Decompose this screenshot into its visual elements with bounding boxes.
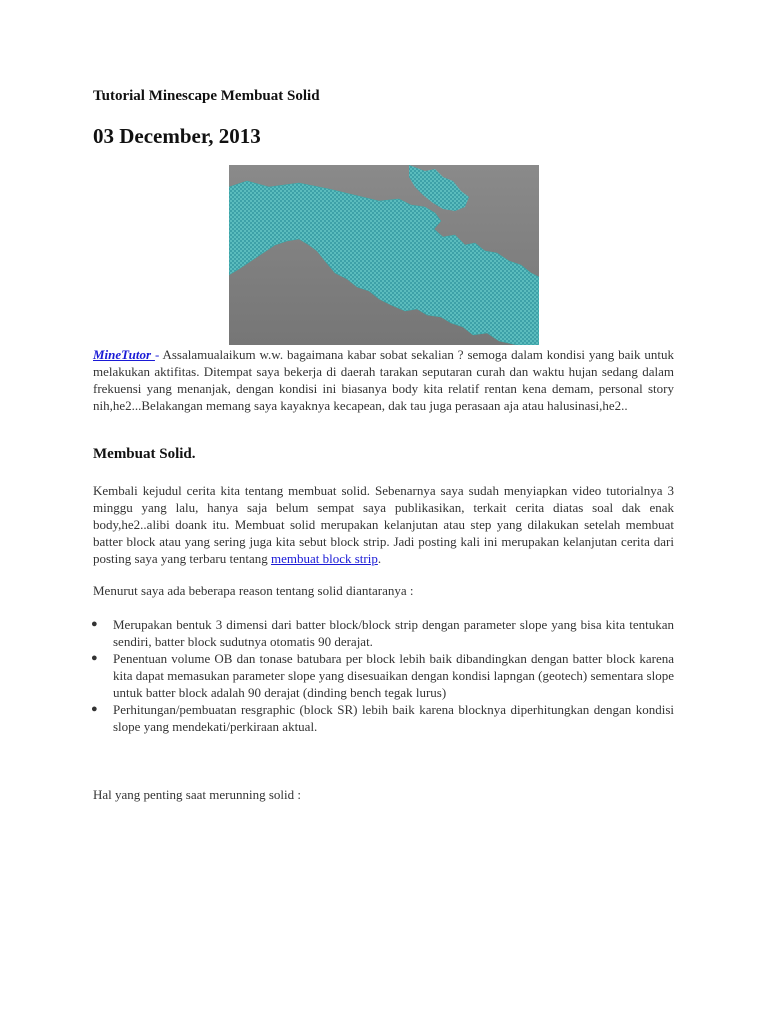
list-item-text: Penentuan volume OB dan tonase batubara per block lebih baik dibandingkan dengan batter block karena kita dapat memasukan parameter slope yang disesuaikan dengan kondisi lapngan (geotech) sementara slope untuk batter block adalah 90 derajat (dinding bench tegak lurus) [113,651,674,700]
solid-mesh-image [229,165,539,345]
bullet-dot-icon: ● [91,618,98,630]
closing-text: Hal yang penting saat merunning solid : [93,787,301,802]
intro-text: Assalamualaikum w.w. bagaimana kabar sobat sekalian ? semoga dalam kondisi yang baik untuk melakukan aktifitas. Ditempat saya bekerja di daerah tarakan seputaran curah dan waktu hujan sedang dalam frekuensi yang menanjak, dengan kondisi ini biasanya body kita relatif rentan kena demam, personal story nih,he2...Belakangan memang saya kayaknya kecapean, dak tau juga perasaan aja atau halusinasi,he2.. [93,347,674,413]
intro-paragraph [93,346,674,414]
body-paragraph [93,482,674,567]
membuat-block-strip-link[interactable]: membuat block strip [270,551,378,566]
list-item [93,701,674,735]
list-item-text: Merupakan bentuk 3 dimensi dari batter block/block strip dengan parameter slope yang bisa kita tentukan sendiri, batter block sudutnya otomatis 90 derajat. [113,617,674,649]
list-item-text: Perhitungan/pembuatan resgraphic (block SR) lebih baik karena blocknya diperhitungkan dengan kondisi slope yang mendekati/perkiraan aktual. [113,702,674,734]
reasons-list [93,616,674,735]
list-item [93,650,674,701]
bullet-dot-icon: ● [91,703,98,715]
solid-mesh-figure [229,165,539,345]
body-text: Kembali kejudul cerita kita tentang membuat solid. Sebenarnya saya sudah menyiapkan video tutorialnya 3 minggu yang lalu, hanya saja belum sempat saya publikasikan, terkait cerita diatas soal dak enak body,he2..alibi doank itu. Membuat solid merupakan kelanjutan atau step yang dilakukan setelah membuat batter block atau yang sering juga kita sebut block strip. Jadi posting kali ini merupakan kelanjutan cerita dari posting saya yang terbaru tentang [93,483,674,566]
reasons-intro: Menurut saya ada beberapa reason tentang solid diantaranya : [93,583,414,598]
section-heading: Membuat Solid. [93,446,196,462]
bullet-dot-icon: ● [91,652,98,664]
brand-separator: - [154,347,163,362]
list-item [93,616,674,650]
minetutor-link[interactable]: MineTutor [93,347,155,362]
document-title: Tutorial Minescape Membuat Solid [93,88,320,104]
body-after-link: . [377,551,382,566]
document-date: 03 December, 2013 [93,124,261,148]
